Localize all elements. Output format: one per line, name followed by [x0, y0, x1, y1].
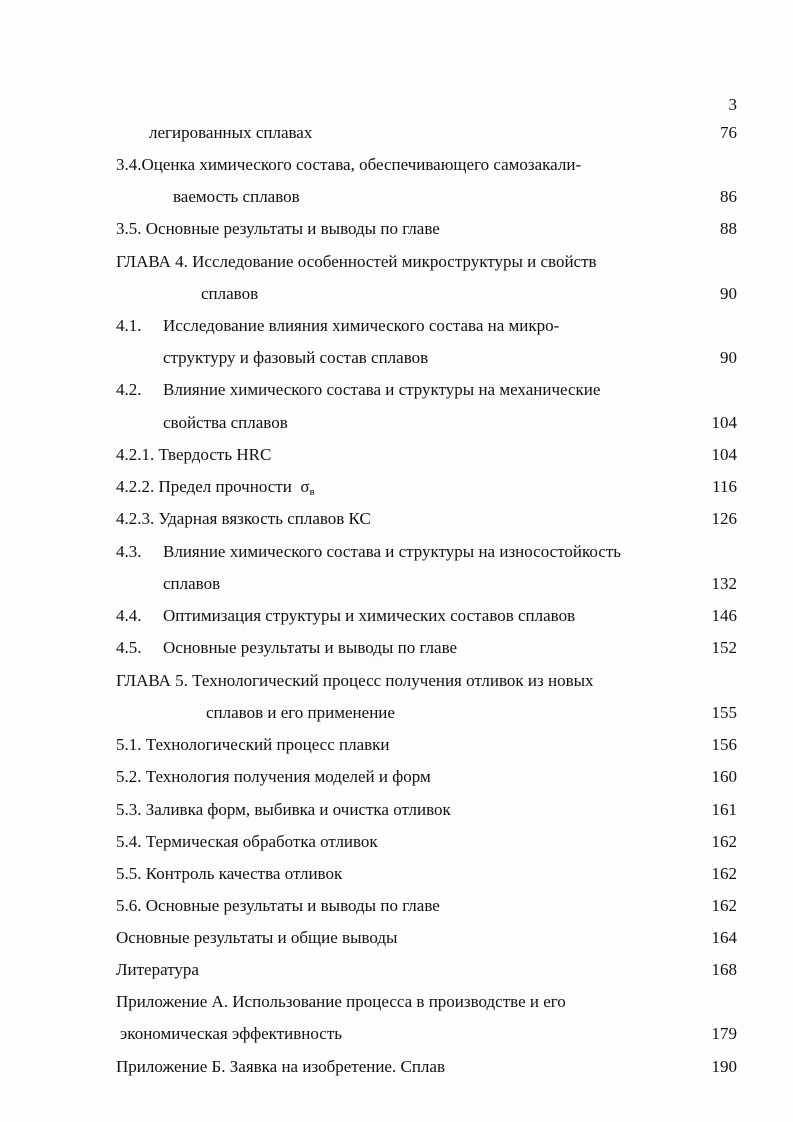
toc-entry: [0, 701, 793, 725]
toc-entry: [0, 217, 793, 241]
toc-entry: [0, 604, 793, 628]
toc-entry: [0, 378, 793, 402]
toc-entry: [0, 1055, 793, 1079]
toc-entry-number: 4.3.: [116, 542, 142, 561]
toc-entry-text: Оптимизация структуры и химических составов сплавов: [163, 606, 576, 625]
toc-entry: [0, 153, 793, 177]
toc-entry: [0, 507, 793, 531]
toc-entry: [0, 733, 793, 757]
toc-entry-text: сплавов: [163, 574, 221, 593]
toc-entry-page: 162: [711, 832, 737, 851]
toc-entry-text: 5.5. Контроль качества отливок: [116, 864, 343, 883]
toc-entry-text: Литература: [116, 960, 199, 979]
toc-entry-text: 3.4.Оценка химического состава, обеспечивающего самозакали-: [116, 155, 582, 174]
sigma-symbol: σ: [300, 477, 310, 496]
toc-entry-text: Приложение А. Использование процесса в производстве и его: [116, 992, 566, 1011]
toc-entry-text: Влияние химического состава и структуры на механические: [163, 380, 601, 399]
toc-entry: [0, 411, 793, 435]
toc-entry-text: 5.4. Термическая обработка отливок: [116, 832, 378, 851]
toc-entry: [0, 282, 793, 306]
toc-entry-text: ГЛАВА 5. Технологический процесс получения отливок из новых: [116, 671, 594, 690]
toc-entry-page: 126: [711, 509, 737, 528]
toc-entry: [0, 314, 793, 338]
toc-entry-page: 179: [711, 1024, 737, 1043]
toc-entry-page: 161: [711, 800, 737, 819]
toc-entry-page: 90: [720, 348, 737, 367]
toc-entry-page: 164: [711, 928, 737, 947]
toc-entry: [0, 443, 793, 467]
toc-entry-page: 155: [711, 703, 737, 722]
toc-entry-text: ваемость сплавов: [173, 187, 300, 206]
toc-entry-page: 76: [720, 123, 737, 142]
toc-entry-text: 5.1. Технологический процесс плавки: [116, 735, 390, 754]
toc-entry-label: 4.2.2. Предел прочности: [116, 477, 292, 496]
toc-entry-page: 104: [711, 413, 737, 432]
toc-entry-text: 4.2.1. Твердость HRC: [116, 445, 272, 464]
toc-entry: [0, 958, 793, 982]
toc-entry-text: Исследование влияния химического состава на микро-: [163, 316, 560, 335]
toc-entry: [0, 540, 793, 564]
sigma-subscript: в: [309, 486, 315, 498]
toc-entry: [0, 346, 793, 370]
toc-entry: [0, 862, 793, 886]
toc-entry-text: 5.6. Основные результаты и выводы по главе: [116, 896, 440, 915]
toc-entry-text: 3.5. Основные результаты и выводы по главе: [116, 219, 440, 238]
toc-chapter: [0, 669, 793, 693]
toc-entry-text: Основные результаты и общие выводы: [116, 928, 398, 947]
toc-entry-page: 152: [711, 638, 737, 657]
toc-entry-number: 4.4.: [116, 606, 142, 625]
toc-entry-page: 132: [711, 574, 737, 593]
toc-entry: [0, 185, 793, 209]
toc-entry-text: сплавов и его применение: [206, 703, 395, 722]
toc-entry-page: 162: [711, 864, 737, 883]
toc-entry-page: 86: [720, 187, 737, 206]
toc-entry-page: 168: [711, 960, 737, 979]
toc-entry-text: Влияние химического состава и структуры на износостойкость: [163, 542, 622, 561]
toc-entry-page: 160: [711, 767, 737, 786]
toc-entry: [0, 765, 793, 789]
toc-entry: [0, 475, 793, 499]
toc-entry-text: свойства сплавов: [163, 413, 288, 432]
toc-entry-page: 104: [711, 445, 737, 464]
toc-entry-text: Основные результаты и выводы по главе: [163, 638, 458, 657]
toc-entry: [0, 894, 793, 918]
toc-entry-page: 146: [711, 606, 737, 625]
toc-entry-page: 116: [712, 477, 737, 496]
toc-entry-text: 5.3. Заливка форм, выбивка и очистка отливок: [116, 800, 451, 819]
toc-entry-text: структуру и фазовый состав сплавов: [163, 348, 429, 367]
toc-entry-number: 4.5.: [116, 638, 142, 657]
toc-entry: [0, 636, 793, 660]
toc-entry-text: экономическая эффективность: [120, 1024, 343, 1043]
toc-entry-text: ГЛАВА 4. Исследование особенностей микроструктуры и свойств: [116, 252, 597, 271]
toc-entry: [0, 121, 793, 145]
toc-entry-text: Приложение Б. Заявка на изобретение. Сплав: [116, 1057, 445, 1076]
toc-entry: [0, 830, 793, 854]
toc-entry-number: 4.2.: [116, 380, 142, 399]
page-number: 3: [728, 95, 737, 114]
toc-entry-page: 90: [720, 284, 737, 303]
toc-entry-page: 162: [711, 896, 737, 915]
toc-entry-page: 156: [711, 735, 737, 754]
toc-entry-text: [116, 475, 315, 504]
toc-entry-text: 4.2.3. Ударная вязкость сплавов КС: [116, 509, 371, 528]
toc-entry-text: легированных сплавах: [149, 123, 313, 142]
toc-entry-page: 88: [720, 219, 737, 238]
toc-entry-page: 190: [711, 1057, 737, 1076]
toc-entry-number: 4.1.: [116, 316, 142, 335]
toc-entry: [0, 798, 793, 822]
toc-chapter: [0, 250, 793, 274]
toc-entry: [0, 990, 793, 1014]
toc-entry-text: сплавов: [201, 284, 259, 303]
toc-entry: [0, 1022, 793, 1046]
toc-entry-text: 5.2. Технология получения моделей и форм: [116, 767, 431, 786]
toc-entry: [0, 572, 793, 596]
toc-entry: [0, 926, 793, 950]
